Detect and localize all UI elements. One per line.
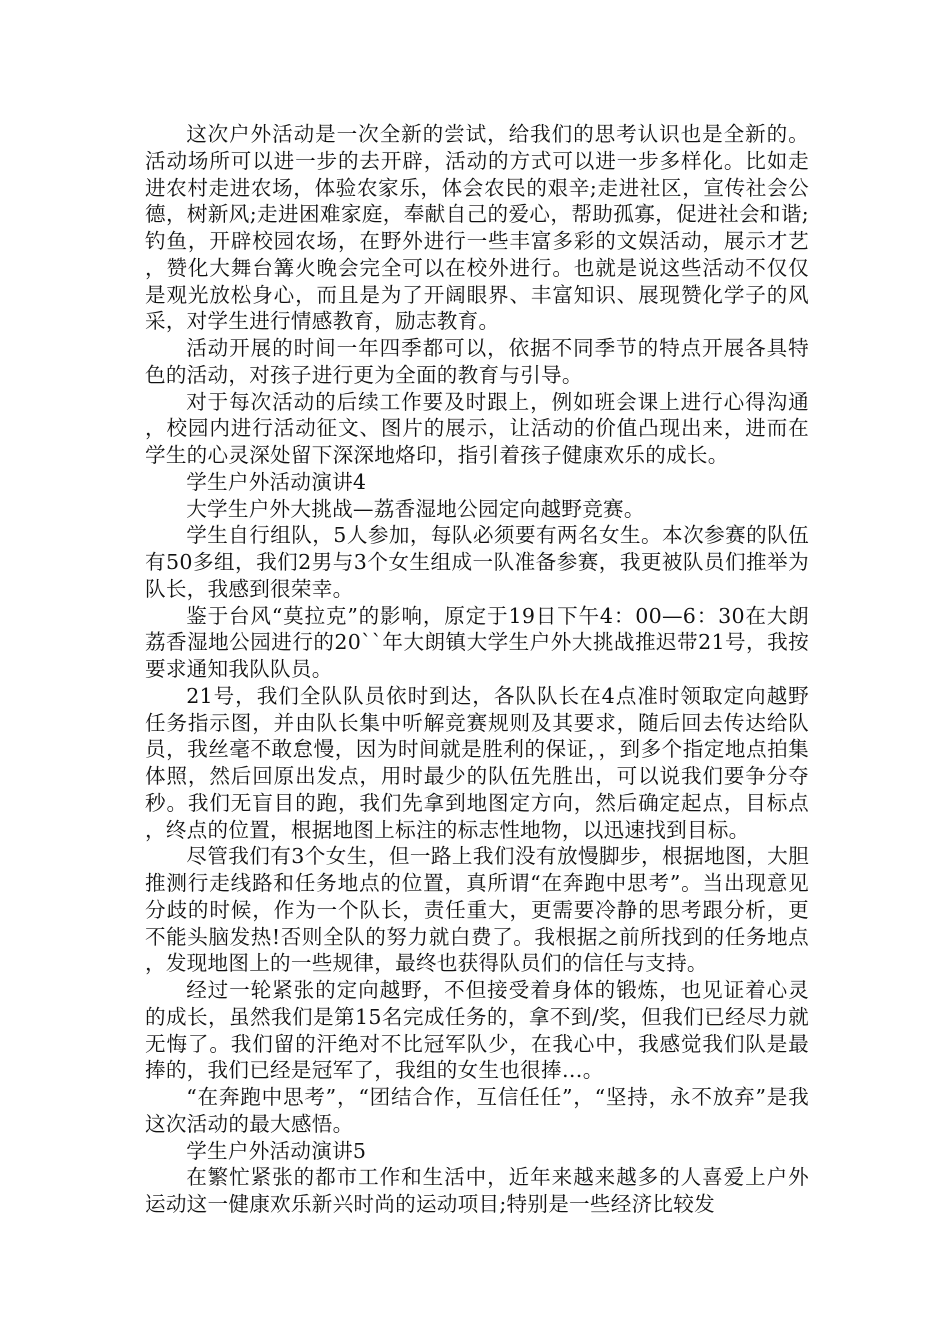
paragraph: 大学生户外大挑战—荔香湿地公园定向越野竞赛。 — [186, 496, 645, 521]
paragraph: 鉴于台风“莫拉克”的影响，原定于19日下午4：00—6：30在大朗荔香湿地公园进行的20``年大朗镇大学生户外大挑战推迟带21号，我按要求通知我队队员。 — [145, 603, 809, 681]
paragraph: “在奔跑中思考”，“团结合作，互信任任”，“坚持，永不放弃”是我这次活动的最大感悟。 — [145, 1085, 809, 1136]
paragraph: 活动开展的时间一年四季都可以，依据不同季节的特点开展各具特色的活动，对孩子进行更为全面的教育与引导。 — [145, 336, 809, 387]
paragraph: 学生自行组队，5人参加，每队必须要有两名女生。本次参赛的队伍有50多组，我们2男与3个女生组成一队准备参赛，我更被队员们推举为队长，我感到很荣幸。 — [145, 523, 809, 601]
paragraph: 对于每次活动的后续工作要及时跟上，例如班会课上进行心得沟通，校园内进行活动征文、图片的展示，让活动的价值凸现出来，进而在学生的心灵深处留下深深地烙印，指引着孩子健康欢乐的成长。 — [145, 389, 809, 467]
paragraph: 21号，我们全队队员依时到达，各队队长在4点准时领取定向越野任务指示图，并由队长集中听解竞赛规则及其要求，随后回去传达给队员，我丝毫不敢怠慢，因为时间就是胜利的保证，，到多个指定地点拍集体照，然后回原出发点，用时最少的队伍先胜出，可以说我们要争分夺秒。我们无盲目的跑，我们先拿到地图定方向，然后确定起点，目标点，终点的位置，根据地图上标注的标志性地物，以迅速找到目标。 — [145, 683, 809, 842]
paragraph: 尽管我们有3个女生，但一路上我们没有放慢脚步，根据地图，大胆推测行走线路和任务地点的位置，真所谓“在奔跑中思考”。当出现意见分歧的时候，作为一个队长，责任重大，更需要冷静的思考跟分析，更不能头脑发热!否则全队的努力就白费了。我根据之前所找到的任务地点，发现地图上的一些规律，最终也获得队员们的信任与支持。 — [145, 844, 809, 976]
paragraph: 经过一轮紧张的定向越野，不但接受着身体的锻炼，也见证着心灵的成长，虽然我们是第15名完成任务的，拿不到/奖，但我们已经尽力就无悔了。我们留的汗绝对不比冠军队少，在我心中，我感觉我们队是最捧的，我们已经是冠军了，我组的女生也很捧…。 — [145, 978, 809, 1083]
paragraph: 在繁忙紧张的都市工作和生活中，近年来越来越多的人喜爱上户外运动这一健康欢乐新兴时尚的运动项目;特别是一些经济比较发 — [145, 1165, 809, 1216]
section-heading: 学生户外活动演讲5 — [186, 1138, 367, 1163]
document-body — [145, 121, 809, 1218]
section-heading: 学生户外活动演讲4 — [186, 469, 367, 494]
paragraph: 这次户外活动是一次全新的尝试，给我们的思考认识也是全新的。活动场所可以进一步的去开辟，活动的方式可以进一步多样化。比如走进农村走进农场，体验农家乐，体会农民的艰辛;走进社区，宣传社会公德，树新风;走进困难家庭，奉献自己的爱心，帮助孤寡，促进社会和谐;钓鱼，开辟校园农场，在野外进行一些丰富多彩的文娱活动，展示才艺，赞化大舞台篝火晚会完全可以在校外进行。也就是说这些活动不仅仅是观光放松身心，而且是为了开阔眼界、丰富知识、展现赞化学子的风采，对学生进行情感教育，励志教育。 — [145, 122, 809, 334]
